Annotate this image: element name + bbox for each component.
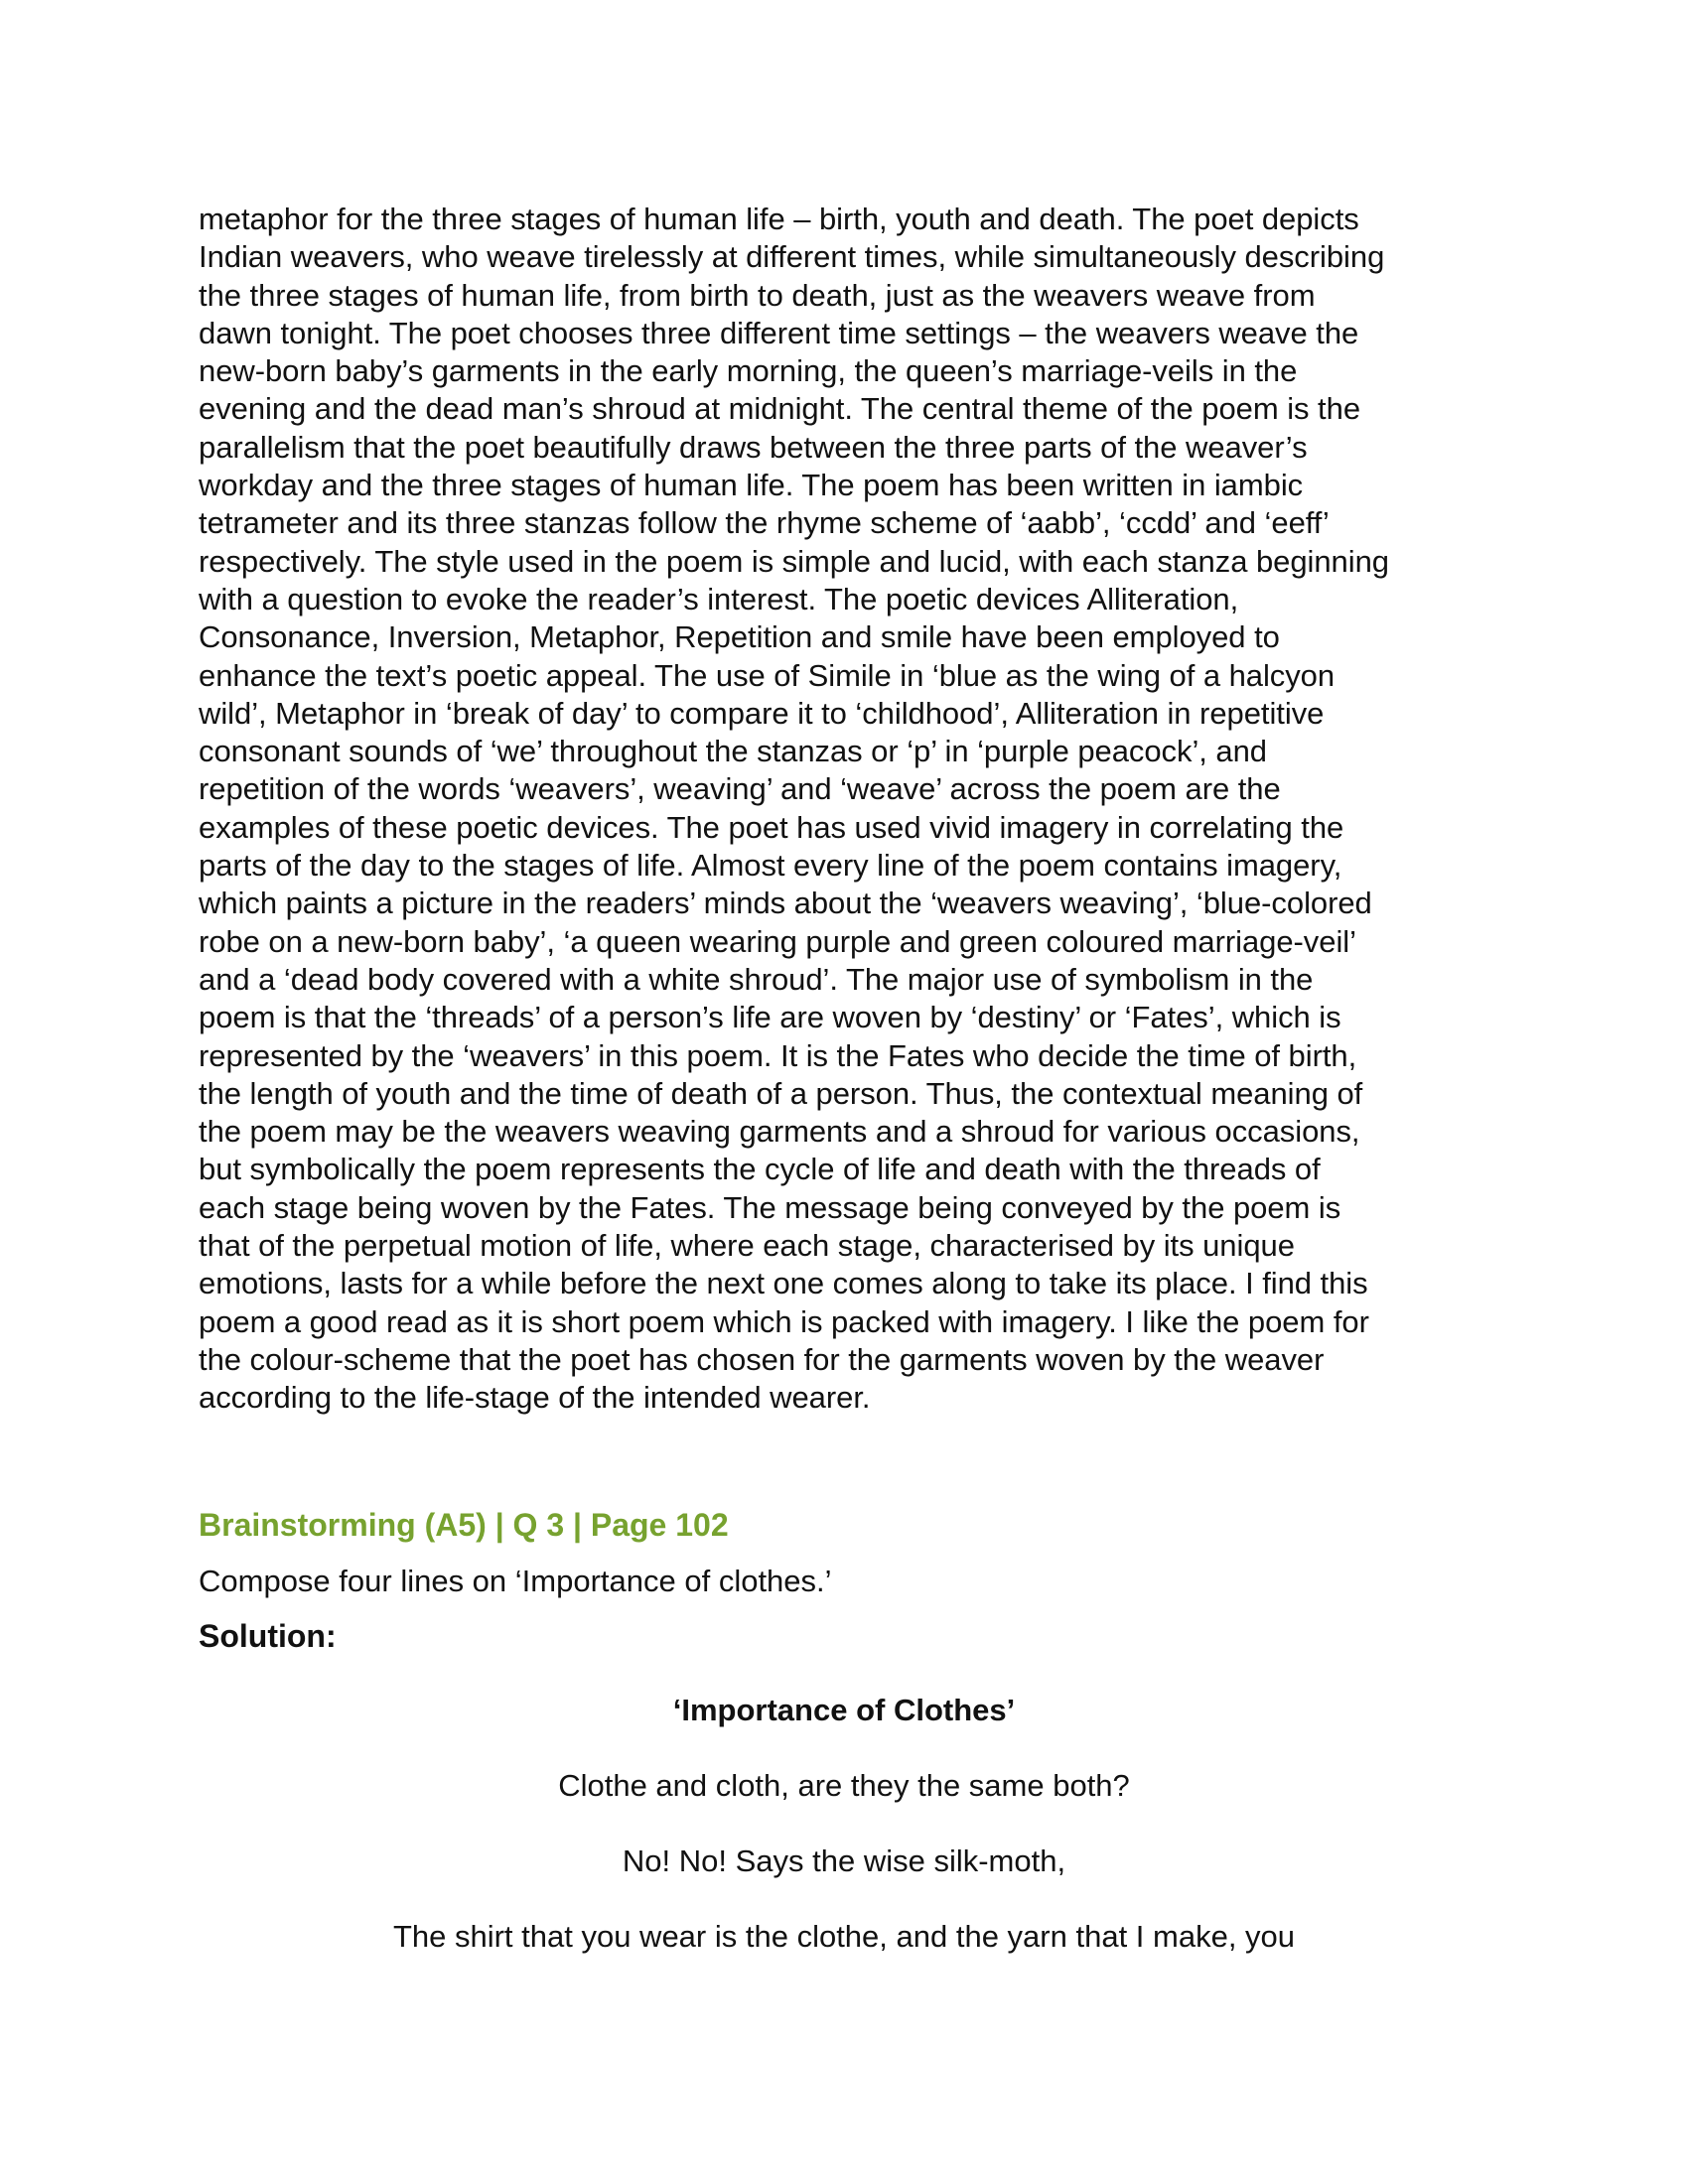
question-text: Compose four lines on ‘Importance of clothes.’ [199,1564,832,1598]
paragraph-line: repetition of the words ‘weavers’, weaving’ and ‘weave’ across the poem are the [199,771,1281,807]
paragraph-line: represented by the ‘weavers’ in this poem. It is the Fates who decide the time of birth, [199,1037,1357,1073]
paragraph-line: new-born baby’s garments in the early morning, the queen’s marriage-veils in the [199,353,1298,389]
poem-line: The shirt that you wear is the clothe, and the yarn that I make, you [392,1919,1296,1954]
poem-title: ‘Importance of Clothes’ [672,1693,1016,1727]
paragraph-line: the colour-scheme that the poet has chosen for the garments woven by the weaver [199,1341,1325,1377]
paragraph-line: consonant sounds of ‘we’ throughout the stanzas or ‘p’ in ‘purple peacock’, and [199,734,1267,769]
paragraph-line: respectively. The style used in the poem is simple and lucid, with each stanza beginning [199,543,1389,579]
paragraph-line: wild’, Metaphor in ‘break of day’ to compare it to ‘childhood’, Alliteration in repetitive [199,695,1325,731]
paragraph-line: enhance the text’s poetic appeal. The use of Simile in ‘blue as the wing of a halcyon [199,657,1336,693]
paragraph-line: and a ‘dead body covered with a white shroud’. The major use of symbolism in the [199,961,1314,997]
paragraph-line: poem a good read as it is short poem which is packed with imagery. I like the poem for [199,1303,1369,1339]
paragraph-line: Consonance, Inversion, Metaphor, Repetition and smile have been employed to [199,619,1280,655]
paragraph-line: but symbolically the poem represents the cycle of life and death with the threads of [199,1152,1321,1187]
section-heading: Brainstorming (A5) | Q 3 | Page 102 [199,1507,729,1543]
paragraph-line: poem is that the ‘threads’ of a person’s life are woven by ‘destiny’ or ‘Fates’, which is [199,1000,1341,1035]
essay-paragraph [199,201,1489,1418]
solution-label: Solution: [199,1618,337,1654]
paragraph-line: the poem may be the weavers weaving garments and a shroud for various occasions, [199,1114,1360,1150]
poem-line: No! No! Says the wise silk-moth, [622,1843,1066,1878]
paragraph-line: examples of these poetic devices. The poet has used vivid imagery in correlating the [199,809,1344,845]
paragraph-line: that of the perpetual motion of life, where each stage, characterised by its unique [199,1228,1295,1264]
paragraph-line: parts of the day to the stages of life. Almost every line of the poem contains imagery, [199,848,1342,884]
paragraph-line: which paints a picture in the readers’ minds about the ‘weavers weaving’, ‘blue-colored [199,886,1372,921]
paragraph-line: evening and the dead man’s shroud at midnight. The central theme of the poem is the [199,391,1361,427]
paragraph-line: the three stages of human life, from birth to death, just as the weavers weave from [199,277,1316,313]
paragraph-line: according to the life-stage of the intended wearer. [199,1380,871,1416]
paragraph-line: workday and the three stages of human life. The poem has been written in iambic [199,468,1304,503]
paragraph-line: emotions, lasts for a while before the next one comes along to take its place. I find this [199,1266,1368,1301]
paragraph-line: robe on a new-born baby’, ‘a queen wearing purple and green coloured marriage-veil’ [199,923,1356,959]
paragraph-line: dawn tonight. The poet chooses three different time settings – the weavers weave the [199,315,1359,350]
paragraph-line: Indian weavers, who weave tirelessly at different times, while simultaneously describing [199,239,1385,275]
poem [199,1691,1489,1992]
paragraph-line: parallelism that the poet beautifully draws between the three parts of the weaver’s [199,429,1308,465]
paragraph-line: the length of youth and the time of death of a person. Thus, the contextual meaning of [199,1075,1363,1111]
paragraph-line: each stage being woven by the Fates. The message being conveyed by the poem is [199,1189,1341,1225]
paragraph-line: tetrameter and its three stanzas follow the rhyme scheme of ‘aabb’, ‘ccdd’ and ‘eeff’ [199,505,1330,541]
paragraph-line: metaphor for the three stages of human life – birth, youth and death. The poet depicts [199,202,1359,236]
paragraph-line: with a question to evoke the reader’s interest. The poetic devices Alliteration, [199,581,1239,616]
poem-line: Clothe and cloth, are they the same both? [558,1768,1130,1803]
